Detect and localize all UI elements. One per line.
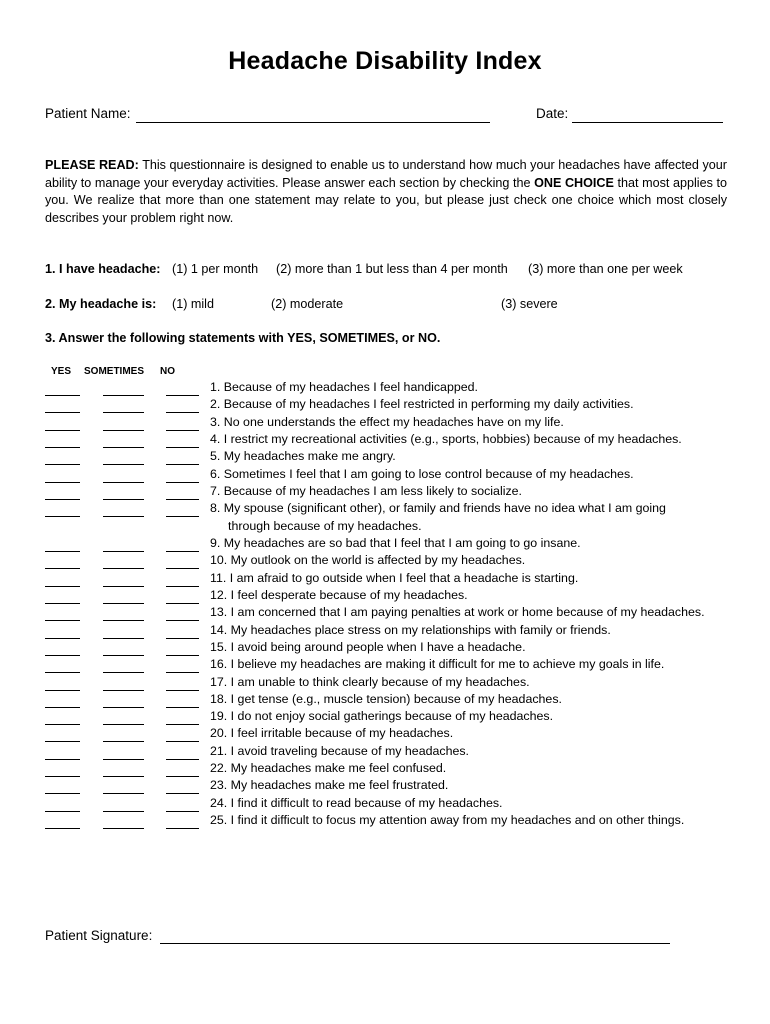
statement-25: 25. I find it difficult to focus my attention away from my headaches and on other things. [210,812,685,827]
answer-no-22[interactable] [166,776,199,777]
answer-sometimes-14[interactable] [103,638,144,639]
statement-21: 21. I avoid traveling because of my headaches. [210,743,469,758]
answer-sometimes-5[interactable] [103,464,144,465]
answer-sometimes-4[interactable] [103,447,144,448]
answer-sometimes-1[interactable] [103,395,144,396]
answer-yes-14[interactable] [45,638,80,639]
answer-yes-24[interactable] [45,811,80,812]
answer-sometimes-20[interactable] [103,741,144,742]
answer-yes-3[interactable] [45,430,80,431]
instructions-text-2: that most applies to you. We realize that more than one statement may relate to you, but please just check one choice which most closely describes your problem right now. [45,175,727,225]
answer-yes-16[interactable] [45,672,80,673]
answer-yes-6[interactable] [45,482,80,483]
answer-yes-7[interactable] [45,499,80,500]
answer-no-19[interactable] [166,724,199,725]
answer-sometimes-16[interactable] [103,672,144,673]
q3-label: 3. Answer the following statements with YES, SOMETIMES, or NO. [45,331,441,345]
statement-11: 11. I am afraid to go outside when I feel that a headache is starting. [210,570,579,585]
statement-16: 16. I believe my headaches are making it difficult for me to achieve my goals in life. [210,657,665,672]
answer-yes-1[interactable] [45,395,80,396]
q1-label: 1. I have headache: [45,262,161,276]
instructions-text-1: This questionnaire is designed to enable us to understand how much your headaches have affected your ability to manage your everyday activities. Please answer each section by checking the [45,158,727,190]
q2-label: 2. My headache is: [45,297,157,311]
answer-no-7[interactable] [166,499,199,500]
instructions-emphasis: ONE CHOICE [534,175,614,190]
answer-sometimes-11[interactable] [103,586,144,587]
statement-12: 12. I feel desperate because of my headaches. [210,588,468,602]
instructions-lead: PLEASE READ: [45,158,139,172]
column-header-sometimes: SOMETIMES [84,366,145,377]
answer-sometimes-21[interactable] [103,759,144,760]
answer-sometimes-17[interactable] [103,690,144,691]
answer-yes-8[interactable] [45,516,80,517]
date-field[interactable] [572,122,723,123]
answer-sometimes-22[interactable] [103,776,144,777]
statement-22: 22. My headaches make me feel confused. [210,761,447,775]
answer-yes-2[interactable] [45,412,80,413]
q2-option-2[interactable]: (2) moderate [271,297,344,311]
answer-no-6[interactable] [166,482,199,483]
statement-18: 18. I get tense (e.g., muscle tension) because of my headaches. [210,691,562,706]
answer-sometimes-13[interactable] [103,620,144,621]
answer-no-10[interactable] [166,568,199,569]
answer-sometimes-2[interactable] [103,412,144,413]
answer-sometimes-9[interactable] [103,551,144,552]
answer-no-17[interactable] [166,690,199,691]
q1-option-3[interactable]: (3) more than one per week [528,262,683,276]
date-label: Date: [536,106,569,121]
answer-yes-17[interactable] [45,690,80,691]
answer-sometimes-24[interactable] [103,811,144,812]
patient-name-field[interactable] [136,122,490,123]
answer-no-4[interactable] [166,447,199,448]
answer-no-15[interactable] [166,655,199,656]
answer-no-13[interactable] [166,620,199,621]
answer-yes-23[interactable] [45,793,80,794]
answer-sometimes-7[interactable] [103,499,144,500]
signature-label: Patient Signature: [45,928,153,943]
q1-option-2[interactable]: (2) more than 1 but less than 4 per month [276,262,508,276]
column-header-no: NO [160,366,175,377]
answer-yes-20[interactable] [45,741,80,742]
q2-option-3[interactable]: (3) severe [501,297,558,311]
statement-13: 13. I am concerned that I am paying penalties at work or home because of my headaches. [210,605,705,620]
answer-yes-13[interactable] [45,620,80,621]
answer-no-3[interactable] [166,430,199,431]
answer-sometimes-23[interactable] [103,793,144,794]
answer-sometimes-6[interactable] [103,482,144,483]
answer-yes-18[interactable] [45,707,80,708]
answer-sometimes-3[interactable] [103,430,144,431]
statement-9: 9. My headaches are so bad that I feel that I am going to go insane. [210,536,581,551]
statement-1: 1. Because of my headaches I feel handicapped. [210,380,478,394]
statement-23: 23. My headaches make me feel frustrated. [210,778,449,793]
answer-sometimes-15[interactable] [103,655,144,656]
statement-6: 6. Sometimes I feel that I am going to lose control because of my headaches. [210,466,634,481]
statement-7: 7. Because of my headaches I am less likely to socialize. [210,483,522,498]
answer-sometimes-8[interactable] [103,516,144,517]
answer-yes-22[interactable] [45,776,80,777]
answer-yes-11[interactable] [45,586,80,587]
answer-no-23[interactable] [166,793,199,794]
answer-sometimes-18[interactable] [103,707,144,708]
answer-no-9[interactable] [166,551,199,552]
answer-no-18[interactable] [166,707,199,708]
answer-yes-12[interactable] [45,603,80,604]
statement-4: 4. I restrict my recreational activities (e.g., sports, hobbies) because of my headaches. [210,431,682,446]
answer-yes-25[interactable] [45,828,80,829]
answer-yes-15[interactable] [45,655,80,656]
statement-24: 24. I find it difficult to read because of my headaches. [210,795,503,810]
statement-15: 15. I avoid being around people when I have a headache. [210,639,526,654]
answer-yes-5[interactable] [45,464,80,465]
signature-field[interactable] [160,943,670,944]
answer-no-11[interactable] [166,586,199,587]
answer-no-12[interactable] [166,603,199,604]
answer-no-24[interactable] [166,811,199,812]
answer-yes-19[interactable] [45,724,80,725]
statement-3: 3. No one understands the effect my headaches have on my life. [210,414,564,429]
answer-no-25[interactable] [166,828,199,829]
answer-no-16[interactable] [166,672,199,673]
answer-yes-4[interactable] [45,447,80,448]
statement-19: 19. I do not enjoy social gatherings because of my headaches. [210,709,554,724]
answer-sometimes-19[interactable] [103,724,144,725]
answer-no-2[interactable] [166,412,199,413]
instructions [45,157,727,227]
page-title: Headache Disability Index [228,47,542,75]
q1-option-1[interactable]: (1) 1 per month [172,262,259,276]
q2-option-1[interactable]: (1) mild [172,297,214,311]
statement-8: 8. My spouse (significant other), or family and friends have no idea what I am going [210,501,666,516]
answer-no-14[interactable] [166,638,199,639]
answer-yes-21[interactable] [45,759,80,760]
statement-20: 20. I feel irritable because of my headaches. [210,726,454,741]
statement-2: 2. Because of my headaches I feel restricted in performing my daily activities. [210,397,634,412]
statement-5: 5. My headaches make me angry. [210,449,396,464]
statement-8-continuation: through because of my headaches. [228,519,422,533]
answer-no-8[interactable] [166,516,199,517]
statement-14: 14. My headaches place stress on my relationships with family or friends. [210,622,611,637]
answer-no-5[interactable] [166,464,199,465]
answer-sometimes-10[interactable] [103,568,144,569]
answer-yes-9[interactable] [45,551,80,552]
statement-17: 17. I am unable to think clearly because of my headaches. [210,674,530,689]
answer-yes-10[interactable] [45,568,80,569]
column-header-yes: YES [51,366,72,377]
patient-name-label: Patient Name: [45,106,131,121]
answer-sometimes-12[interactable] [103,603,144,604]
answer-no-21[interactable] [166,759,199,760]
answer-no-20[interactable] [166,741,199,742]
answer-sometimes-25[interactable] [103,828,144,829]
statement-10: 10. My outlook on the world is affected by my headaches. [210,553,526,568]
answer-no-1[interactable] [166,395,199,396]
